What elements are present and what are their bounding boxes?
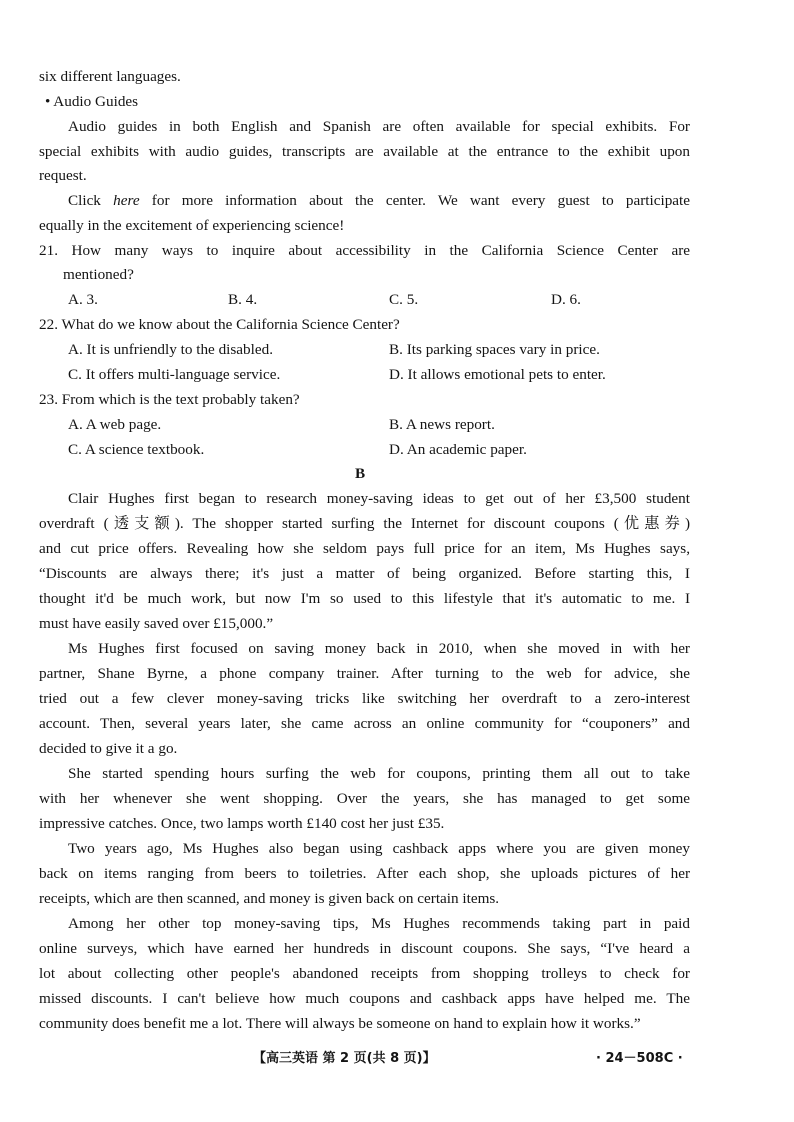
text-line: decided to give it a go. bbox=[39, 740, 178, 757]
exam-code: · 24－508C · bbox=[596, 1051, 683, 1066]
text-line: account. Then, several years later, she came across an online community for “couponers” and bbox=[39, 715, 690, 732]
text-line: She started spending hours surfing the web for coupons, printing them all out to take bbox=[68, 765, 690, 782]
text-line: tried out a few clever money-saving tricks like switching her overdraft to a zero-interest bbox=[39, 690, 690, 707]
text-line: Ms Hughes first focused on saving money back in 2010, when she moved in with her bbox=[68, 640, 690, 657]
option-c: C. 5. bbox=[389, 291, 419, 308]
question-stem: 22. What do we know about the California Science Center? bbox=[39, 316, 400, 333]
text-line: thought it'd be much work, but now I'm so used to this lifestyle that it's automatic to me. I bbox=[39, 590, 690, 607]
text-line: receipts, which are then scanned, and money is given back on certain items. bbox=[39, 890, 500, 907]
section-heading: B bbox=[355, 465, 366, 482]
option-a: A. It is unfriendly to the disabled. bbox=[68, 341, 273, 358]
option-b: B. Its parking spaces vary in price. bbox=[389, 341, 600, 358]
text-line: back on items ranging from beers to toiletries. After each shop, she uploads pictures of her bbox=[39, 865, 690, 882]
text-line: impressive catches. Once, two lamps worth £140 cost her just £35. bbox=[39, 815, 445, 832]
page-footer-label: 【高三英语 第 2 页(共 8 页)】 bbox=[253, 1051, 436, 1066]
text-line: with her whenever she went shopping. Over the years, she has managed to get some bbox=[39, 790, 690, 807]
question-stem: mentioned? bbox=[63, 266, 134, 283]
option-a: A. 3. bbox=[68, 291, 98, 308]
text-line: Among her other top money-saving tips, Ms Hughes recommends taking part in paid bbox=[68, 915, 690, 932]
text-line: “Discounts are always there; it's just a matter of being organized. Before starting this, I bbox=[39, 565, 690, 582]
text-line: must have easily saved over £15,000.” bbox=[39, 615, 274, 632]
option-b: B. A news report. bbox=[389, 416, 495, 433]
text-line: Clair Hughes first began to research money-saving ideas to get out of her £3,500 student bbox=[68, 490, 690, 507]
here-link-text: here bbox=[113, 192, 140, 209]
text-line: equally in the excitement of experiencing science! bbox=[39, 217, 345, 234]
option-a: A. A web page. bbox=[68, 416, 162, 433]
text-line: Audio guides in both English and Spanish are often available for special exhibits. For bbox=[68, 118, 690, 135]
option-d: D. It allows emotional pets to enter. bbox=[389, 366, 606, 383]
text-line bbox=[68, 191, 690, 211]
option-c: C. It offers multi-language service. bbox=[68, 366, 281, 383]
text-line: missed discounts. I can't believe how much coupons and cashback apps have helped me. The bbox=[39, 990, 690, 1007]
option-d: D. An academic paper. bbox=[389, 441, 527, 458]
text-fragment: for more information about the center. We want every guest to participate bbox=[139, 192, 691, 209]
option-b: B. 4. bbox=[228, 291, 258, 308]
section-subheading: • Audio Guides bbox=[45, 93, 139, 110]
text-line: request. bbox=[39, 167, 87, 184]
text-fragment: Click bbox=[68, 192, 114, 209]
text-line: special exhibits with audio guides, transcripts are available at the entrance to the exhibit upon bbox=[39, 143, 690, 160]
text-line: online surveys, which have earned her hundreds in discount coupons. She says, “I've heard a bbox=[39, 940, 690, 957]
text-line: Two years ago, Ms Hughes also began using cashback apps where you are given money bbox=[68, 840, 690, 857]
question-stem: 21. How many ways to inquire about accessibility in the California Science Center are bbox=[39, 242, 690, 259]
text-line: overdraft (透支额). The shopper started surfing the Internet for discount coupons (优惠券) bbox=[39, 515, 690, 532]
text-line: and cut price offers. Revealing how she seldom pays full price for an item, Ms Hughes says, bbox=[39, 540, 690, 557]
option-c: C. A science textbook. bbox=[68, 441, 205, 458]
text-line: lot about collecting other people's abandoned receipts from shopping trolleys to check for bbox=[39, 965, 690, 982]
option-d: D. 6. bbox=[551, 291, 581, 308]
text-line: six different languages. bbox=[39, 68, 181, 85]
text-line: community does benefit me a lot. There will always be someone on hand to explain how it works.” bbox=[39, 1015, 641, 1032]
text-line: partner, Shane Byrne, a phone company trainer. After turning to the web for advice, she bbox=[39, 665, 690, 682]
question-stem: 23. From which is the text probably taken? bbox=[39, 391, 300, 408]
